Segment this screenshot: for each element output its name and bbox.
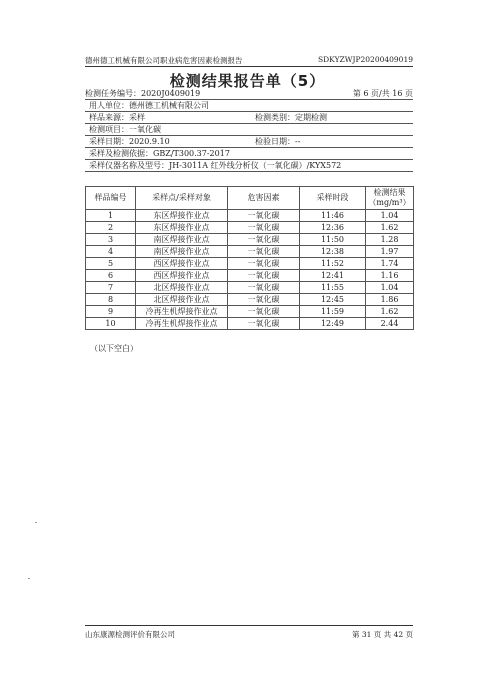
cell-period: 11:52 — [300, 258, 366, 270]
col-period: 采样时段 — [300, 187, 366, 210]
header-report-id: SDKYZWJP20200409019 — [318, 55, 413, 64]
cell-hazard: 一氧化碳 — [228, 282, 300, 294]
test-date: 检验日期：-- — [255, 137, 301, 146]
client-name: 用人单位：德州德工机械有限公司 — [89, 101, 209, 110]
cell-result: 1.04 — [366, 210, 414, 222]
cell-sample-point: 西区焊接作业点 — [136, 270, 228, 282]
table-row — [86, 258, 414, 270]
cell-result: 1.74 — [366, 258, 414, 270]
cell-sample-point: 北区焊接作业点 — [136, 294, 228, 306]
cell-result: 1.97 — [366, 246, 414, 258]
cell-result: 1.28 — [366, 234, 414, 246]
cell-hazard: 一氧化碳 — [228, 294, 300, 306]
col-sample-no: 样品编号 — [86, 187, 136, 210]
table-header-row — [86, 187, 414, 210]
cell-sample-no: 9 — [86, 306, 136, 318]
page-header — [85, 54, 413, 67]
results-table — [85, 186, 414, 330]
scan-speck — [28, 578, 30, 579]
cell-sample-point: 冷再生机焊接作业点 — [136, 306, 228, 318]
task-number: 检测任务编号：2020J0409019 — [85, 89, 201, 98]
table-row — [86, 270, 414, 282]
header-company: 德州德工机械有限公司职业病危害因素检测报告 — [85, 56, 243, 65]
cell-sample-point: 冷再生机焊接作业点 — [136, 318, 228, 330]
table-row — [86, 306, 414, 318]
cell-hazard: 一氧化碳 — [228, 270, 300, 282]
cell-sample-no: 1 — [86, 210, 136, 222]
cell-period: 12:38 — [300, 246, 366, 258]
cell-sample-point: 东区焊接作业点 — [136, 222, 228, 234]
scan-speck — [35, 522, 37, 523]
cell-period: 12:49 — [300, 318, 366, 330]
cell-period: 11:46 — [300, 210, 366, 222]
cell-sample-point: 南区焊接作业点 — [136, 234, 228, 246]
cell-result: 2.44 — [366, 318, 414, 330]
table-row — [86, 234, 414, 246]
col-hazard: 危害因素 — [228, 187, 300, 210]
cell-hazard: 一氧化碳 — [228, 234, 300, 246]
cell-sample-point: 北区焊接作业点 — [136, 282, 228, 294]
col-result — [366, 187, 414, 210]
footer-company: 山东康源检测评价有限公司 — [85, 630, 175, 639]
cell-period: 11:59 — [300, 306, 366, 318]
page-number: 第 6 页/共 16 页 — [352, 89, 413, 98]
cell-sample-point: 东区焊接作业点 — [136, 210, 228, 222]
cell-hazard: 一氧化碳 — [228, 318, 300, 330]
cell-sample-no: 6 — [86, 270, 136, 282]
cell-result: 1.62 — [366, 306, 414, 318]
cell-hazard: 一氧化碳 — [228, 306, 300, 318]
cell-result: 1.16 — [366, 270, 414, 282]
cell-period: 12:36 — [300, 222, 366, 234]
test-basis: 采样及检测依据：GBZ/T300.37-2017 — [89, 149, 230, 158]
table-row — [86, 282, 414, 294]
table-row — [86, 222, 414, 234]
col-result-label: 检测结果 — [373, 188, 406, 197]
cell-sample-no: 7 — [86, 282, 136, 294]
cell-sample-point: 西区焊接作业点 — [136, 258, 228, 270]
table-row — [86, 246, 414, 258]
info-block — [85, 88, 413, 172]
detect-type: 检测类别：定期检测 — [255, 113, 327, 122]
cell-period: 11:55 — [300, 282, 366, 294]
cell-hazard: 一氧化碳 — [228, 210, 300, 222]
footer-page: 第 31 页 共 42 页 — [351, 630, 413, 639]
cell-period: 11:50 — [300, 234, 366, 246]
cell-sample-no: 2 — [86, 222, 136, 234]
cell-sample-no: 5 — [86, 258, 136, 270]
table-row — [86, 294, 414, 306]
table-row — [86, 210, 414, 222]
table-body — [86, 210, 414, 330]
cell-sample-no: 8 — [86, 294, 136, 306]
sample-source: 样品来源：采样 — [89, 113, 145, 122]
page-footer — [85, 625, 413, 639]
cell-sample-point: 南区焊接作业点 — [136, 246, 228, 258]
sample-date: 采样日期：2020.9.10 — [89, 137, 170, 146]
col-result-unit: （mg/m³） — [368, 198, 411, 207]
cell-sample-no: 10 — [86, 318, 136, 330]
cell-hazard: 一氧化碳 — [228, 258, 300, 270]
detect-item: 检测项目：一氧化碳 — [89, 125, 161, 134]
cell-period: 12:45 — [300, 294, 366, 306]
cell-period: 12:41 — [300, 270, 366, 282]
table-row — [86, 318, 414, 330]
cell-hazard: 一氧化碳 — [228, 222, 300, 234]
page-title: 检测结果报告单（5） — [169, 72, 326, 90]
instrument: 采样仪器名称及型号：JH-3011A 红外线分析仪（一氧化碳）/KYX572 — [89, 161, 342, 170]
cell-result: 1.62 — [366, 222, 414, 234]
col-sample-point: 采样点/采样对象 — [136, 187, 228, 210]
cell-sample-no: 3 — [86, 234, 136, 246]
blank-note: （以下空白） — [90, 344, 138, 353]
cell-sample-no: 4 — [86, 246, 136, 258]
cell-hazard: 一氧化碳 — [228, 246, 300, 258]
cell-result: 1.86 — [366, 294, 414, 306]
cell-result: 1.04 — [366, 282, 414, 294]
